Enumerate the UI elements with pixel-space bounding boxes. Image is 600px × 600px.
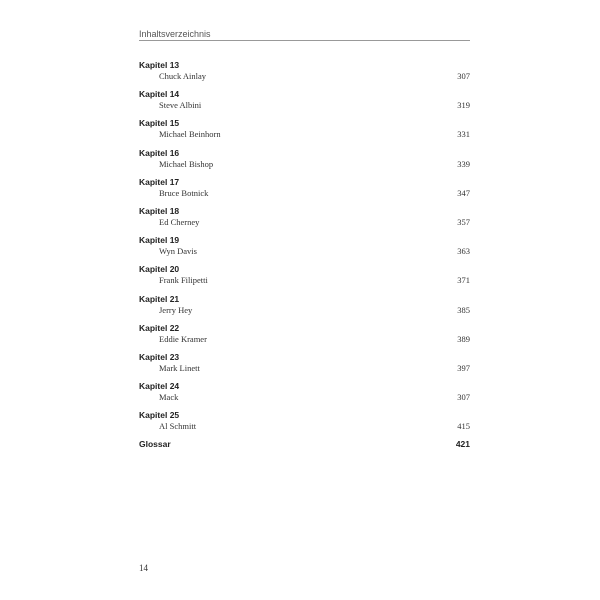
toc-entry	[139, 87, 470, 116]
chapter-label: Kapitel 17	[139, 176, 180, 187]
toc-entry	[139, 233, 470, 262]
toc-entry	[139, 292, 470, 321]
page-number: 331	[457, 129, 470, 140]
chapter-label: Kapitel 23	[139, 351, 180, 362]
toc-entry	[139, 175, 470, 204]
author-name: Chuck Ainlay	[159, 71, 206, 81]
header-rule	[139, 40, 470, 41]
glossar-label: Glossar	[139, 439, 171, 450]
toc-entry	[139, 58, 470, 87]
toc-entry	[139, 321, 470, 350]
page-number: 307	[457, 71, 470, 81]
toc-entry	[139, 116, 470, 145]
author-name: Ed Cherney	[159, 216, 200, 227]
chapter-label: Kapitel 19	[139, 235, 180, 246]
chapter-label: Kapitel 21	[139, 293, 180, 304]
table-of-contents	[139, 58, 470, 457]
chapter-label: Kapitel 14	[139, 89, 180, 100]
chapter-label: Kapitel 13	[139, 60, 180, 70]
chapter-label: Kapitel 24	[139, 381, 180, 392]
toc-entry	[139, 146, 470, 175]
page-number: 397	[457, 362, 470, 373]
page-number: 307	[457, 392, 470, 403]
author-name: Michael Bishop	[159, 158, 214, 169]
page-number: 339	[457, 158, 470, 169]
page-number: 385	[457, 304, 470, 315]
page-number: 415	[457, 421, 470, 432]
chapter-label: Kapitel 15	[139, 118, 180, 129]
chapter-label: Kapitel 25	[139, 410, 180, 421]
page-number: 363	[457, 246, 470, 257]
page-number: 319	[457, 100, 470, 111]
chapter-label: Kapitel 16	[139, 147, 180, 158]
toc-entry	[139, 204, 470, 233]
running-header: Inhaltsverzeichnis	[139, 29, 211, 39]
page-number: 371	[457, 275, 470, 286]
author-name: Eddie Kramer	[159, 333, 207, 344]
author-name: Mark Linett	[159, 362, 200, 373]
chapter-label: Kapitel 22	[139, 322, 180, 333]
author-name: Wyn Davis	[159, 246, 197, 257]
footer-page-number: 14	[139, 563, 148, 573]
author-name: Al Schmitt	[159, 421, 197, 432]
toc-entry	[139, 262, 470, 291]
page-number: 389	[457, 333, 470, 344]
author-name: Mack	[159, 392, 179, 403]
author-name: Bruce Botnick	[159, 187, 209, 198]
toc-entry-glossar	[139, 437, 470, 457]
author-name: Steve Albini	[159, 100, 202, 111]
chapter-label: Kapitel 18	[139, 205, 180, 216]
page-number: 347	[457, 187, 470, 198]
glossar-page-number: 421	[455, 439, 470, 450]
toc-entry	[139, 350, 470, 379]
toc-entry	[139, 379, 470, 408]
author-name: Frank Filipetti	[159, 275, 208, 286]
chapter-label: Kapitel 20	[139, 264, 180, 275]
author-name: Jerry Hey	[159, 304, 193, 315]
author-name: Michael Beinhorn	[159, 129, 221, 140]
page-number: 357	[457, 216, 470, 227]
toc-entry	[139, 408, 470, 437]
